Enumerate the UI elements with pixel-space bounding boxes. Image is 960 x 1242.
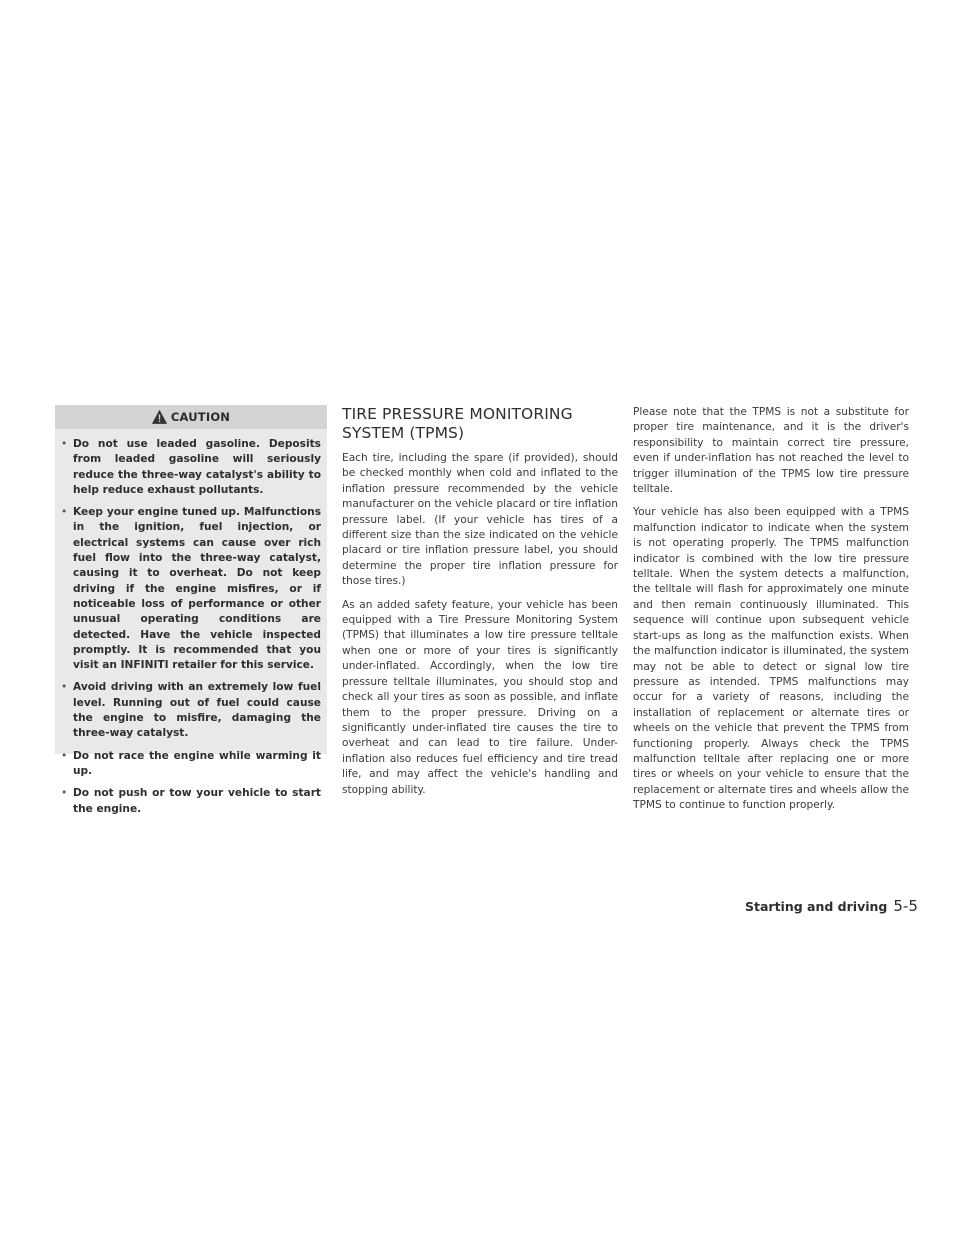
caution-item bbox=[61, 749, 321, 780]
bullet: • bbox=[61, 506, 68, 519]
caution-list bbox=[61, 437, 321, 824]
warning-triangle-icon bbox=[152, 410, 167, 424]
caution-item-text: Keep your engine tuned up. Malfunctions in the ignition, fuel injection, or electrical systems can cause over rich fuel flow into the three-way catalyst, causing it to overheat. Do not keep driving if the engine misfires, or if noticeable loss of performance or other unusual operating conditions are detected. Have the vehicle inspected promptly. It is recommended that you visit an INFINITI retailer for this service. bbox=[73, 506, 321, 672]
footer-section-name: Starting and driving bbox=[745, 899, 888, 914]
caution-item bbox=[61, 786, 321, 817]
caution-item-text: Do not use leaded gasoline. Deposits from leaded gasoline will seriously reduce the three-way catalyst's ability to help reduce exhaust pollutants. bbox=[73, 438, 321, 496]
tpms-column-right bbox=[633, 405, 909, 822]
caution-box bbox=[55, 405, 327, 815]
section-title: TIRE PRESSURE MONITORING SYSTEM (TPMS) bbox=[342, 405, 573, 442]
caution-item-text: Do not push or tow your vehicle to start the engine. bbox=[73, 787, 321, 815]
caution-item-text: Do not race the engine while warming it up. bbox=[73, 749, 321, 777]
caution-item-text: Avoid driving with an extremely low fuel level. Running out of fuel could cause the engine to misfire, damaging the three-way catalyst. bbox=[73, 681, 321, 740]
bullet: • bbox=[61, 438, 68, 450]
page-number: 5-5 bbox=[893, 897, 918, 915]
paragraph: Each tire, including the spare (if provided), should be checked monthly when cold and inflated to the inflation pressure recommended by the vehicle manufacturer on the vehicle placard or tire inflation pressure label. (If your vehicle has tires of a different size than the size indicated on the vehicle placard or tire inflation pressure label, you should determine the proper tire inflation pressure for those tires.) bbox=[342, 452, 618, 588]
caution-title: CAUTION bbox=[170, 410, 231, 424]
paragraph: Please note that the TPMS is not a substitute for proper tire maintenance, and it is the driver's responsibility to maintain correct tire pressure, even if under-inflation has not reached the level to trigger illumination of the TPMS low tire pressure telltale. bbox=[633, 406, 909, 496]
caution-header bbox=[55, 405, 327, 429]
paragraph: Your vehicle has also been equipped with a TPMS malfunction indicator to indicate when the system is not operating properly. The TPMS malfunction indicator is combined with the low tire pressure telltale. When the system detects a malfunction, the telltale will flash for approximately one minute and then remain continuously illuminated. This sequence will continue upon subsequent vehicle start-ups as long as the malfunction exists. When the malfunction indicator is illuminated, the system may not be able to detect or signal low tire pressure as intended. TPMS malfunctions may occur for a variety of reasons, including the installation of replacement or alternate tires or wheels on the vehicle that prevent the TPMS from functioning properly. Always check the TPMS malfunction telltale after replacing one or more tires or wheels on your vehicle to ensure that the replacement or alternate tires and wheels allow the TPMS to continue to function properly. bbox=[633, 506, 909, 812]
tpms-column-left bbox=[342, 405, 618, 806]
paragraph: As an added safety feature, your vehicle has been equipped with a Tire Pressure Monitoring System (TPMS) that illuminates a low tire pressure telltale when one or more of your tires is significantly under-inflated. Accordingly, when the low tire pressure telltale illuminates, you should stop and check all your tires as soon as possible, and inflate them to the proper pressure. Driving on a significantly under-inflated tire causes the tire to overheat and can lead to tire failure. Under-inflation also reduces fuel efficiency and tire tread life, and may affect the vehicle's handling and stopping ability. bbox=[342, 598, 618, 796]
page-footer bbox=[745, 897, 918, 915]
bullet: • bbox=[61, 787, 68, 800]
bullet: • bbox=[61, 681, 68, 694]
caution-item bbox=[61, 437, 321, 498]
bullet: • bbox=[61, 749, 68, 762]
caution-item bbox=[61, 680, 321, 741]
caution-item bbox=[61, 505, 321, 673]
